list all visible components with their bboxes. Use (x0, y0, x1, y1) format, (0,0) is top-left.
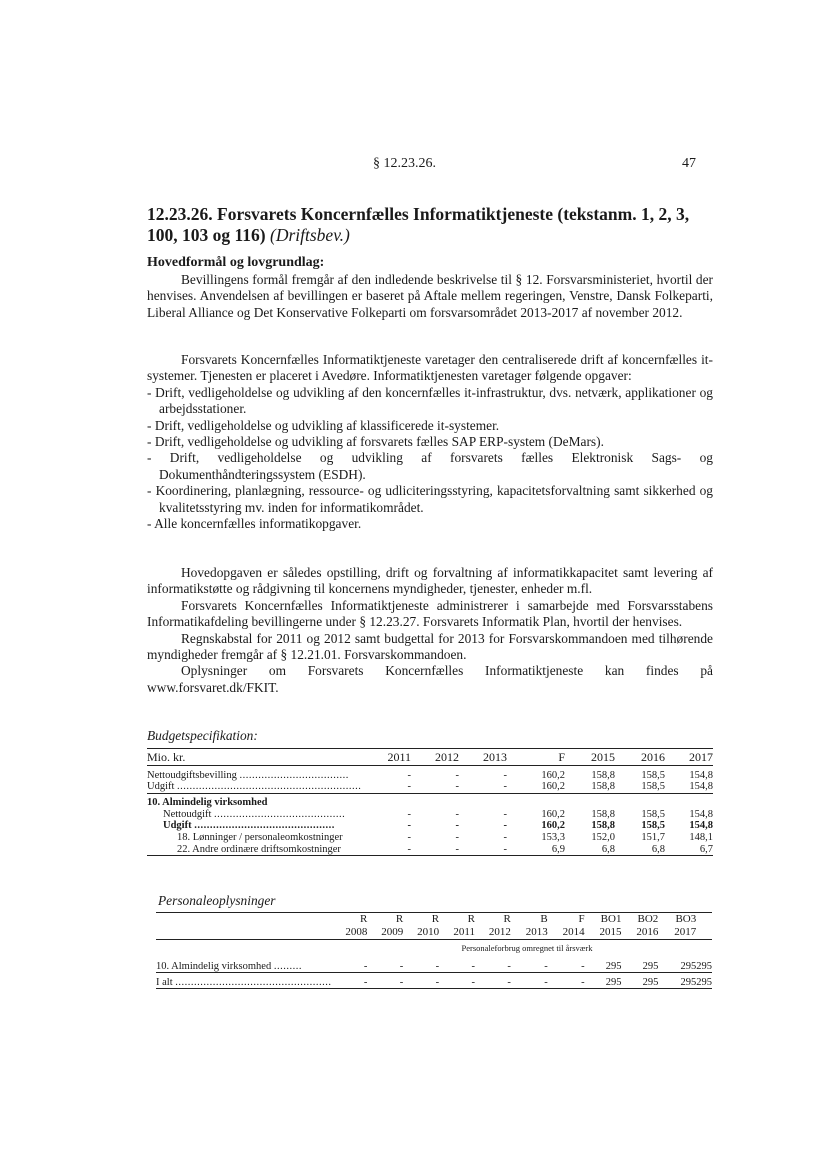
task-list (147, 385, 713, 533)
list-item: - Drift, vedligeholdelse og udvikling af klassificerede it-systemer. (147, 418, 713, 434)
column-header: 2014 (562, 926, 585, 938)
paragraph-tasks (147, 352, 713, 532)
table-cell: 6,7 (699, 843, 713, 855)
table-cell: 295 (696, 976, 712, 988)
paragraph-block (147, 565, 713, 696)
table-cell: 154,8 (689, 808, 713, 820)
table-cell: - (503, 769, 507, 781)
table-cell: 148,1 (689, 831, 713, 843)
column-header: Mio. kr. (147, 750, 186, 764)
table-cell: - (455, 781, 459, 793)
table-cell: - (407, 843, 411, 855)
table-cell: - (407, 808, 411, 820)
column-header: 2015 (599, 926, 622, 938)
table-cell: - (455, 820, 459, 832)
list-item: - Alle koncernfælles informatikopgaver. (147, 516, 713, 532)
page-title (147, 204, 717, 246)
list-item: - Drift, vedligeholdelse og udvikling af forsvarets fælles SAP ERP-system (DeMars). (147, 434, 713, 450)
table-row (147, 770, 713, 782)
table-cell: - (503, 831, 507, 843)
table-cell: - (407, 769, 411, 781)
table-row (147, 781, 713, 793)
paragraph-3: Hovedopgaven er således opstilling, drift og forvaltning af informatikkapacitet samt levering af informatikstøtte og rådgivning til koncernens myndigheder, tjenester, enheder m.fl. (147, 565, 713, 597)
table-cell: - (581, 976, 585, 988)
row-label: Udgift ............................................. (163, 820, 335, 832)
paragraph-1: Bevillingens formål fremgår af den indledende beskrivelse til § 12. Forsvarsministeriet, hvortil der henvises. Anvendelsen af bevillingen er baseret på Aftale mellem regeringen, Venstre, Dansk Folkeparti, Liberal Alliance og Det Konservative Folkeparti om forsvarsområdet 2013-2017 af november 2012. (147, 272, 713, 320)
table-cell: 158,5 (641, 820, 665, 832)
table-header-row (156, 913, 712, 927)
table-cell: 6,8 (651, 843, 665, 855)
list-item: - Drift, vedligeholdelse og udvikling af forsvarets fælles Elektronisk Sags- og Dokumenthåndteringssystem (ESDH). (147, 450, 713, 483)
page-number: 47 (682, 156, 696, 171)
row-label: I alt .................................................. (156, 976, 332, 988)
column-header: F (578, 913, 585, 925)
header-spacer (156, 926, 332, 940)
paragraph-6: Oplysninger om Forsvarets Koncernfælles Informatiktjeneste kan findes på www.forsvaret.dk/FKIT. (147, 663, 713, 695)
table-cell: - (503, 781, 507, 793)
table-cell: 151,7 (641, 831, 665, 843)
row-label: 22. Andre ordinære driftsomkostninger (177, 843, 341, 855)
column-header: 2012 (435, 750, 459, 764)
table-cell: 154,8 (689, 820, 713, 832)
table-cell: - (407, 820, 411, 832)
table-cell: 158,8 (591, 769, 615, 781)
column-header: 2009 (381, 926, 404, 938)
table-cell: 158,8 (591, 781, 615, 793)
personale-table (156, 912, 712, 989)
table-row (147, 809, 713, 821)
column-header: 2013 (483, 750, 507, 764)
budget-caption: Budgetspecifikation: (147, 728, 258, 743)
column-header: 2017 (689, 750, 713, 764)
column-header: 2011 (387, 750, 411, 764)
table-cell: - (455, 831, 459, 843)
column-header: BO3 (675, 913, 697, 925)
table-cell: 160,2 (541, 820, 565, 832)
table-cell: - (455, 843, 459, 855)
column-header: F (558, 750, 565, 764)
table-cell: - (581, 960, 585, 972)
table-cell: 295 (680, 976, 697, 988)
table-cell: - (435, 960, 440, 972)
table-cell: 295 (696, 960, 712, 972)
table-cell: 6,8 (601, 843, 615, 855)
personale-caption: Personaleoplysninger (158, 893, 276, 908)
section-reference: § 12.23.26. (373, 156, 436, 171)
table-cell: - (507, 976, 511, 988)
column-header: R (431, 913, 440, 925)
column-header: 2016 (636, 926, 659, 938)
header-spacer (156, 913, 332, 927)
table-cell: 295 (642, 976, 659, 988)
column-header: R (360, 913, 368, 925)
column-header: 2017 (674, 926, 697, 938)
column-header: 2008 (345, 926, 368, 938)
table-cell: 295 (642, 960, 659, 972)
table-cell: 160,2 (541, 769, 565, 781)
table-cell: - (503, 808, 507, 820)
table-cell: 154,8 (689, 769, 713, 781)
table-cell: - (503, 843, 507, 855)
row-label: Nettoudgift .......................................... (163, 808, 346, 820)
list-item: - Koordinering, planlægning, ressource- og udliciteringsstyring, kapacitetsforvaltning samt sikkerhed og kvalitetsstyring mv. inden for informatikområdet. (147, 483, 713, 516)
table-cell: - (471, 976, 475, 988)
table-cell: - (399, 976, 404, 988)
table-group-row (147, 797, 713, 809)
table-cell: 295 (605, 960, 622, 972)
table-cell: 160,2 (541, 781, 565, 793)
row-label: Udgift ........................................................... (147, 781, 362, 793)
table-cell: - (507, 960, 511, 972)
table-cell: - (435, 976, 440, 988)
table-cell: - (455, 769, 459, 781)
table-cell: 158,5 (641, 808, 665, 820)
paragraph-purpose (147, 272, 713, 321)
section-heading: Hovedformål og lovgrundlag: (147, 255, 325, 270)
table-row (156, 961, 712, 973)
table-cell: - (407, 831, 411, 843)
table-cell: 153,3 (541, 831, 565, 843)
column-header: R (467, 913, 475, 925)
table-cell: - (455, 808, 459, 820)
table-header-row (147, 749, 713, 766)
column-header: 2010 (417, 926, 440, 938)
title-sub: (Driftsbev.) (270, 225, 350, 245)
paragraph-2: Forsvarets Koncernfælles Informatiktjeneste varetager den centraliserede drift af koncernfælles it-systemer. Tjenesten er placeret i Avedøre. Informatiktjenesten varetager følgende opgaver: (147, 352, 713, 384)
column-header: 2015 (591, 750, 615, 764)
table-row (147, 820, 713, 832)
paragraph-5: Regnskabstal for 2011 og 2012 samt budgettal for 2013 for Forsvarskommandoen med tilhørende myndigheder fremgår af § 12.21.01. Forsvarskommandoen. (147, 630, 713, 663)
row-label: 10. Almindelig virksomhed ......... (156, 960, 302, 972)
note-row (156, 940, 712, 961)
table-cell: - (399, 960, 404, 972)
table-header-row (156, 926, 712, 940)
column-header: R (395, 913, 404, 925)
paragraph-4: Forsvarets Koncernfælles Informatiktjeneste administrerer i samarbejde med Forsvarsstabens Informatikafdeling bevillingerne under § 12.23.27. Forsvarets Informatik Plan, hvortil der henvises. (147, 597, 713, 630)
column-header: BO1 (600, 913, 622, 925)
table-cell: 158,5 (641, 781, 665, 793)
table-row (147, 832, 713, 844)
table-cell: 154,8 (689, 781, 713, 793)
table-cell: 295 (680, 960, 697, 972)
table-cell: - (471, 960, 475, 972)
table-cell: - (363, 960, 368, 972)
column-header: B (540, 913, 548, 925)
table-cell: - (544, 960, 548, 972)
group-title: 10. Almindelig virksomhed (147, 797, 268, 809)
table-cell: 295 (605, 976, 622, 988)
column-header: 2011 (453, 926, 475, 938)
row-label: Nettoudgiftsbevilling ................................... (147, 769, 349, 781)
table-cell: 152,0 (591, 831, 615, 843)
table-cell: 6,9 (551, 843, 565, 855)
table-cell: - (503, 820, 507, 832)
table-note: Personaleforbrug omregnet til årsværk (461, 943, 593, 953)
list-item: - Drift, vedligeholdelse og udvikling af den koncernfælles it-infrastruktur, dvs. netværk, applikationer og arbejdsstationer. (147, 385, 713, 418)
column-header: 2016 (641, 750, 665, 764)
table-row (156, 977, 712, 989)
title-main: 12.23.26. Forsvarets Koncernfælles Informatiktjeneste (tekstanm. 1, 2, 3, 100, 103 og 116) (147, 204, 690, 245)
table-cell: - (407, 781, 411, 793)
budget-table (147, 748, 713, 856)
table-cell: 158,8 (591, 820, 615, 832)
table-row (147, 844, 713, 856)
column-header: 2012 (488, 926, 511, 938)
column-header: 2013 (525, 926, 548, 938)
table-cell: - (544, 976, 548, 988)
table-cell: - (363, 976, 368, 988)
table-cell: 158,5 (641, 769, 665, 781)
column-header: BO2 (637, 913, 659, 925)
column-header: R (503, 913, 511, 925)
table-cell: 160,2 (541, 808, 565, 820)
table-cell: 158,8 (591, 808, 615, 820)
row-label: 18. Lønninger / personaleomkostninger (177, 831, 343, 843)
